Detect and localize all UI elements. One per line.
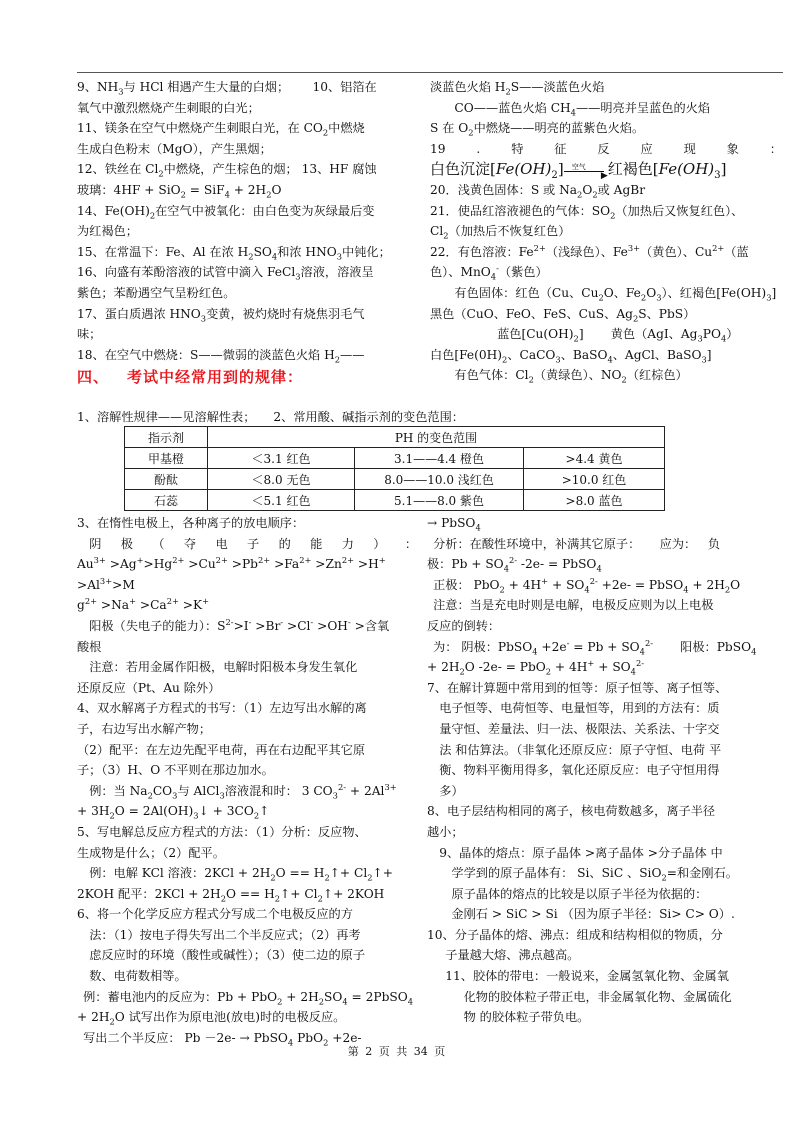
item-22-cont: 色）、MnO$_4$-（紫色） — [430, 263, 548, 282]
table-cell: 石蕊 — [125, 490, 208, 511]
table-header-cell: PH 的变色范围 — [208, 427, 665, 448]
item-6-cont: 法：（1）按电子得失写出二个半反应式；（2）再考 — [89, 927, 361, 942]
item-21-cont: $Cl_2$（加热后不恢复红色） — [430, 224, 571, 241]
page-footer: 第 2 页 共 34 页 — [347, 1045, 446, 1058]
cathode-order-cont: $g^{2+} >Na^+ >Ca^{2+} >K^+$ — [77, 596, 210, 613]
item-4-step2: （2）配平：在左边先配平电荷，再在右边配平其它原 — [77, 742, 366, 757]
item-7-cont3: 法 和估算法。（非氧化还原反应：原子守恒、电荷 平 — [439, 742, 722, 757]
table-header-cell: 指示剂 — [125, 427, 208, 448]
table-cell: 甲基橙 — [125, 448, 208, 469]
table-cell: 5.1——8.0 紫色 — [355, 490, 524, 511]
anode-order: 阳极（失电子的能力）：$S^{2-}>I^- >Br^- >Cl^- >OH^-$ >含氧 — [89, 616, 390, 633]
item-7-cont4: 衡、物料平衡用得多，氧化还原反应：电子守恒用得 — [439, 763, 720, 778]
table-cell: ＜5.1 红色 — [208, 490, 355, 511]
item-19-heading: 19 . 特 征 反 应 现 象 ： — [430, 141, 782, 156]
item-3: 3、在惰性电极上，各种离子的放电顺序： — [77, 516, 305, 530]
table-cell: >10.0 红色 — [524, 469, 665, 490]
item-21: 21．使品红溶液褪色的气体：$SO_2$（加热后又恢复红色）、 — [430, 203, 744, 220]
item-16-cont: 紫色；苯酚遇空气呈粉红色。 — [77, 285, 236, 300]
item-4-step3: 子；（3）H、O 不平则在那边加水。 — [77, 763, 274, 778]
example-4: 例：当 $Na_2CO_3$与 AlCl$_3$溶液混和时： 3 $CO_3^{2-} + 2Al^{3+}$ — [89, 781, 397, 801]
intro-indicators: 2、常用酸、碱指示剂的变色范围： — [273, 410, 464, 424]
item-7: 7、在解计算题中常用到的恒等：原子恒等、离子恒等、 — [427, 680, 728, 695]
top-right-column — [430, 77, 782, 386]
item-18: 18、在空气中燃烧：S——微弱的淡蓝色火焰 $H_2——$ — [77, 347, 365, 365]
item-10-cont: 氧气中激烈燃烧产生刺眼的白光； — [77, 100, 260, 115]
item-9-cont: 学学到的原子晶体有： Si、SiC 、SiO$_2$=和金刚石。 — [451, 866, 738, 883]
table-cell: 8.0——10.0 浅红色 — [355, 469, 524, 490]
flame-line-1: 淡蓝色火焰 $H_2S——$淡蓝色火焰 — [430, 80, 605, 97]
item-9-cont3: 金刚石 > SiC > Si （因为原子半径：Si> C> O）. — [451, 907, 735, 922]
example-5-cont: 2KOH 配平：$2KCl + 2H_2O$ == $H_2↑+$ $Cl_2↑+ 2KOH$ — [77, 886, 385, 904]
header-rule — [77, 72, 783, 73]
item-20: 20．浅黄色固体：S 或 $Na_2O_2$或 AgBr — [430, 182, 646, 200]
ph-indicator-table — [124, 426, 665, 511]
item-14-cont: 为红褐色； — [77, 224, 138, 239]
example-6-cont: + $2H_2O$ 试写出作为原电池(放电)时的电极反应。 — [77, 1010, 346, 1027]
item-6: 6、将一个化学反应方程式分写成二个电极反应的方 — [77, 907, 353, 922]
item-13-cont: 玻璃：$4HF + SiO_2 = SiF_4 + 2H_2O$ — [77, 182, 282, 200]
half-reaction-cont: → PbSO$_4$ — [427, 516, 481, 533]
item-15: 15、在常温下：Fe、Al 在浓 $H_2SO_4$和浓 $HNO_3$中钝化； — [77, 244, 391, 262]
reaction-arrow-icon: 空气 ▶ — [564, 163, 608, 177]
item-17-cont: 味； — [77, 327, 102, 342]
example-5: 例：电解 KCl 溶液：$2KCl + 2H_2O$ == $H_2↑+$ $Cl_2↑+$ — [89, 866, 393, 883]
item-4-cont: 子，右边写出水解产物； — [77, 721, 212, 736]
section-heading — [77, 366, 303, 387]
item-4: 4、双水解离子方程式的书写：（1）左边写出水解的离 — [77, 701, 367, 716]
positive-electrode: 正极： $PbO_2 + 4H^+ + SO_4^{2-} +2e-$ = PbSO$_4$ + $2H_2O$ — [433, 575, 741, 595]
analysis: 分析：在酸性环境中，补满其它原子： 应为： 负 — [433, 536, 721, 551]
section-number: 四、 — [77, 368, 110, 386]
item-7-cont2: 量守恒、差量法、归一法、极限法、关系法、十字交 — [439, 721, 720, 736]
note-anode: 注意：若用金属作阳极，电解时阳极本身发生氧化 — [89, 660, 358, 675]
table-cell: >4.4 黄色 — [524, 448, 665, 469]
item-10-molecular: 10、分子晶体的熔、沸点：组成和结构相似的物质，分 — [427, 927, 723, 942]
item-16: 16、向盛有苯酚溶液的试管中滴入 FeCl$_3$溶液，溶液呈 — [77, 265, 374, 282]
item-8-cont: 越小； — [427, 824, 464, 839]
colored-solids-white: 白色[$Fe(0H)_2$、CaCO$_3$、BaSO$_4$、AgCl、BaSO$_3$] — [430, 347, 712, 365]
item-11-cont2: 物 的胶体粒子带负电。 — [463, 1010, 590, 1025]
item-9-crystals: 9、晶体的熔点：原子晶体 >离子晶体 >分子晶体 中 — [439, 845, 723, 860]
table-row — [125, 490, 665, 511]
item-11: 11、镁条在空气中燃烧产生刺眼白光，在 $CO_2$中燃烧 — [77, 121, 365, 138]
table-cell: ＜3.1 红色 — [208, 448, 355, 469]
flame-line-2: CO——蓝色火焰 $CH_4——$明亮并呈蓝色的火焰 — [454, 100, 711, 118]
table-cell: >8.0 蓝色 — [524, 490, 665, 511]
reaction-equation: 白色沉淀$[Fe(OH)_2]$ 空气 ▶ 红褐色$[Fe(OH)_3]$ — [430, 160, 727, 182]
note-charging: 注意：当是充电时则是电解，电极反应则为以上电极 — [433, 598, 714, 613]
item-11-cont: 化物的胶体粒子带正电，非金属氧化物、金属硫化 — [463, 989, 732, 1004]
item-11-cont: 生成白色粉末（MgO），产生黑烟； — [77, 141, 272, 156]
item-22: 22．有色溶液：$Fe^{2+}$（浅绿色）、$Fe^{3+}$（黄色）、$Cu^{2+}$（蓝 — [430, 242, 749, 259]
bottom-right-column — [427, 513, 783, 1028]
charging-electrodes-cont: + $2H_2O$ $-2e- = PbO_2 + 4H^+ + SO_4^{2-}$ — [427, 658, 645, 677]
cathode-order: $Au^{3+} >Ag^+>Hg^{2+} >Cu^{2+} >Pb^{2+} >Fa^{2+} >Zn^{2+} >H^+ >Al^{3+}>M$ — [77, 555, 386, 592]
item-14: 14、$Fe(OH)_2$在空气中被氧化：由白色变为灰绿最后变 — [77, 203, 375, 220]
item-12: 12、铁丝在 $Cl_2$中燃烧，产生棕色的烟； 13、HF 腐蚀 — [77, 162, 377, 179]
item-6-cont3: 数、电荷数相等。 — [89, 969, 187, 984]
example-4-cont: + $3H_2O$ = $2Al(OH)_3↓$ + $3CO_2↑$ — [77, 804, 270, 821]
colored-gases: 有色气体：$Cl_2$（黄绿色）、$NO_2$（红棕色） — [454, 368, 688, 385]
item-10-cont: 子量越大熔、沸点越高。 — [445, 948, 580, 963]
anode-order-cont: 酸根 — [77, 639, 102, 654]
table-row — [125, 469, 665, 490]
intro-solubility: 1、溶解性规律——见溶解性表； — [77, 410, 256, 424]
item-11-colloid: 11、胶体的带电：一般说来，金属氢氧化物、金属氧 — [445, 969, 729, 984]
flame-line-3: S 在 $O_2$中燃烧——明亮的蓝紫色火焰。 — [430, 121, 645, 138]
item-7-cont: 电子恒等、电荷恒等、电量恒等，用到的方法有：质 — [439, 701, 720, 716]
item-5: 5、写电解总反应方程式的方法：（1）分析：反应物、 — [77, 824, 367, 839]
colored-solids-black: 黑色（CuO、FeO、FeS、CuS、$Ag_2S$、PbS） — [430, 306, 696, 323]
example-6-half-reactions: 写出二个半反应： Pb －2e- → PbSO$_4$ PbO$_2$ +2e- — [83, 1030, 362, 1048]
colored-solids-red: 有色固体：红色（Cu、$Cu_2O$、$Fe_2O_3$）、红褐色$[Fe(OH)_3]$ — [454, 285, 777, 303]
item-5-cont: 生成物是什么；（2）配平。 — [77, 845, 225, 860]
item-9-cont2: 原子晶体的熔点的比较是以原子半径为依据的： — [451, 886, 708, 901]
negative-electrode: 极：$Pb + SO_4^{2-}$ -2e- = PbSO$_4$ — [427, 555, 602, 574]
item-9: 9、$NH_3$与 HCl 相遇产生大量的白烟； 10、铝箔在 — [77, 80, 377, 97]
item-7-cont5: 多） — [439, 783, 464, 798]
table-cell: 3.1——4.4 橙色 — [355, 448, 524, 469]
note-anode-cont: 还原反应（Pt、Au 除外） — [77, 680, 221, 695]
cathode-label: 阴 极 （ 夺 电 子 的 能 力 ） ： — [89, 536, 417, 551]
note-charging-cont: 反应的倒转： — [427, 618, 501, 633]
bottom-left-column — [77, 513, 417, 1048]
example-6: 例：蓄电池内的反应为：$Pb + PbO_2 + 2H_2SO_4$ = 2PbSO$_4$ — [83, 989, 413, 1007]
item-6-cont2: 虑反应时的环境（酸性或碱性）；（3）使二边的原子 — [89, 948, 366, 963]
charging-electrodes: 为： 阴极：PbSO$_4$ $+2e^- = Pb + SO_4^{2-}$ 阳极：PbSO$_4$ — [433, 637, 757, 656]
item-17: 17、蛋白质遇浓 $HNO_3$变黄，被灼烧时有烧焦羽毛气 — [77, 306, 365, 323]
top-left-column — [77, 77, 413, 365]
intro-line — [77, 408, 464, 425]
table-row — [125, 448, 665, 469]
item-8: 8、电子层结构相同的离子，核电荷数越多，离子半径 — [427, 804, 716, 819]
table-cell: ＜8.0 无色 — [208, 469, 355, 490]
section-title: 考试中经常用到的规律： — [127, 368, 304, 386]
table-header-row — [125, 427, 665, 448]
table-cell: 酚酞 — [125, 469, 208, 490]
colored-solids-blue-yellow: 蓝色$[Cu(OH)_2]$ 黄色（AgI、$Ag_3PO_4$） — [497, 327, 739, 344]
